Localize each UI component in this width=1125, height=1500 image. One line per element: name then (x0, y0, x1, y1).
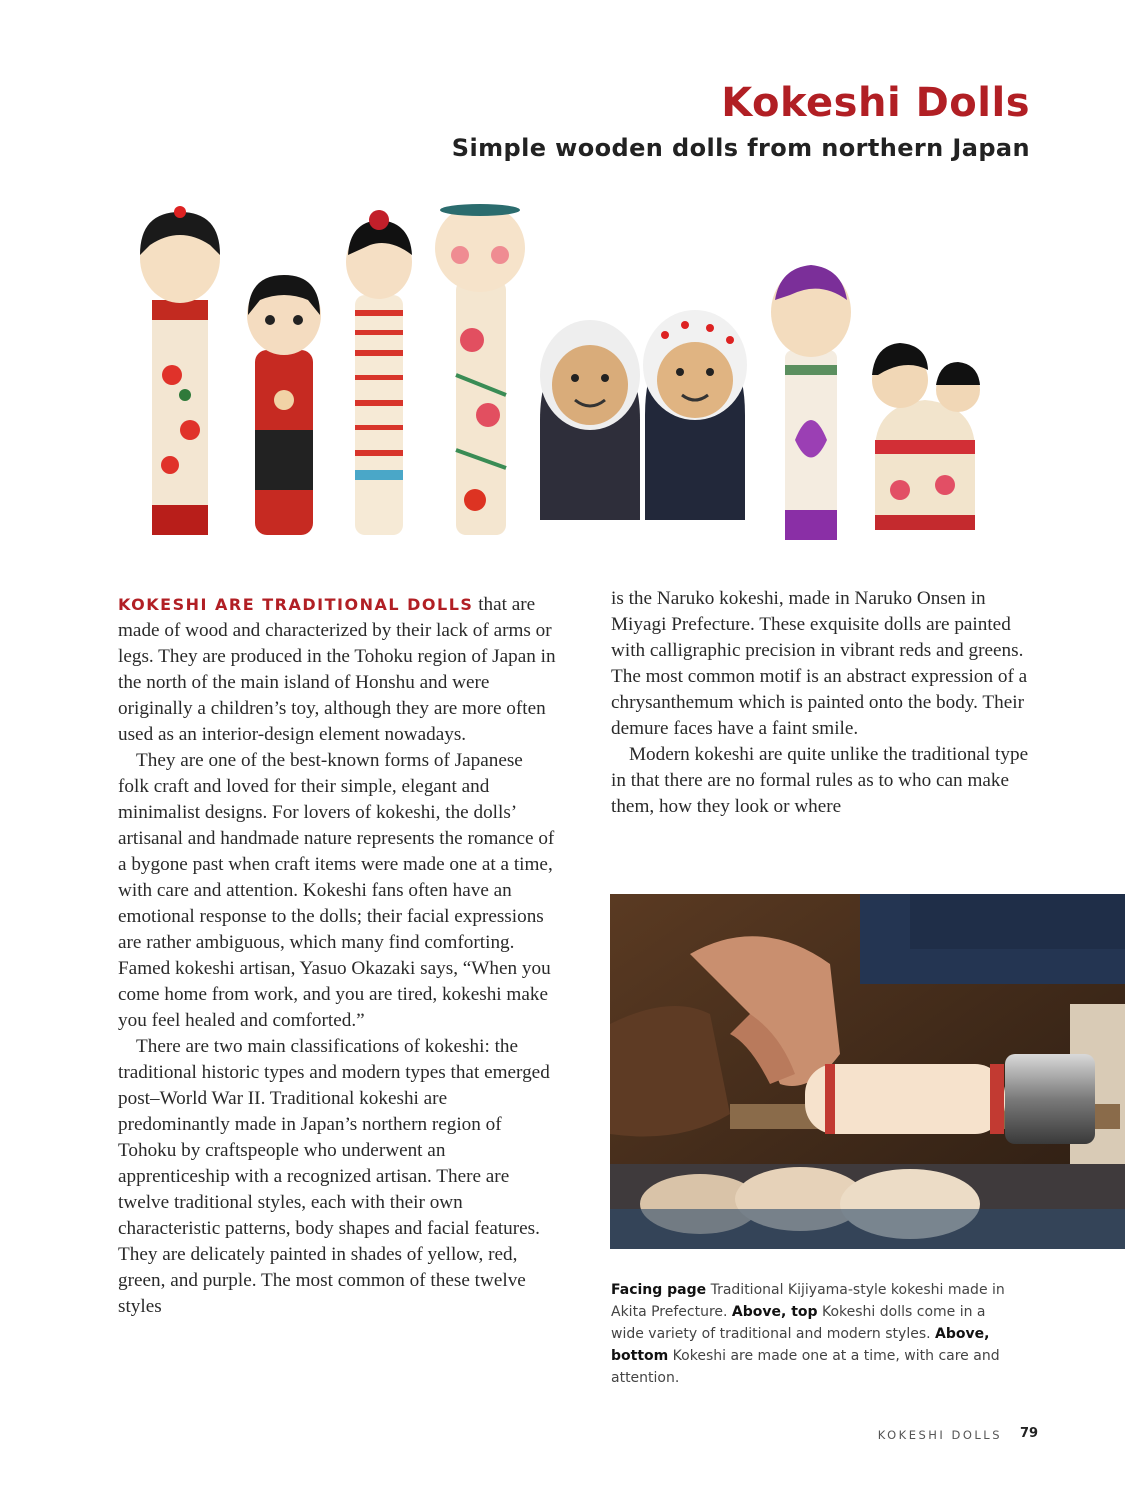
doll-2 (247, 275, 321, 535)
doll-6 (643, 310, 747, 520)
doll-1 (140, 206, 220, 535)
kokeshi-dolls-photo (130, 200, 1000, 560)
page-number: 79 (1020, 1426, 1039, 1441)
page-subtitle: Simple wooden dolls from northern Japan (451, 134, 1030, 162)
page-title: Kokeshi Dolls (721, 80, 1030, 126)
caption-text-1: Traditional Kijiyama-style kokeshi made in Akita Prefecture. (611, 1282, 1005, 1320)
doll-5 (540, 320, 640, 520)
right-text-column (611, 586, 1041, 820)
running-footer: KOKESHI DOLLS (877, 1428, 1002, 1442)
paragraph-1-text: that are made of wood and characterized by their lack of arms or legs. They are produced in the Tohoku region of Japan in the north of the main island of Honshu and were originally a children’s toy, although they are more often used as an interior-design element nowadays. (118, 594, 556, 745)
doll-8 (872, 343, 980, 530)
doll-3 (346, 210, 412, 535)
doll-4 (435, 204, 525, 535)
photo-caption (611, 1279, 1021, 1389)
artisan-lathe-photo (610, 894, 1125, 1249)
caption-text-2: Kokeshi dolls come in a wide variety of traditional and modern styles. (611, 1304, 986, 1342)
run-in-heading: KOKESHI ARE TRADITIONAL DOLLS (118, 595, 474, 614)
caption-label-above-bottom: Above, bottom (611, 1326, 990, 1364)
doll-7 (771, 265, 851, 540)
paragraph-1 (118, 592, 558, 748)
paragraph-2: They are one of the best-known forms of Japanese folk craft and loved for their simple, elegant and minimalist designs. For lovers of kokeshi, the dolls’ artisanal and handmade nature represents the romance of a bygone past when craft items were made one at a time, with care and attention. Kokeshi fans often have an emotional response to the dolls; their facial expressions are rather ambiguous, which many find comforting. Famed kokeshi artisan, Yasuo Okazaki says, “When you come home from work, and you are tired, kokeshi make you feel healed and comforted.” (118, 750, 555, 1031)
paragraph-3: There are two main classifications of kokeshi: the traditional historic types and modern types that emerged post–World War II. Traditional kokeshi are predominantly made in Japan’s northern region of Tohoku by craftspeople who underwent an apprenticeship with a recognized artisan. There are twelve traditional styles, each with their own characteristic patterns, body shapes and facial features. They are delicately painted in shades of yellow, red, green, and purple. The most common of these twelve styles (118, 1036, 550, 1317)
left-text-column (118, 592, 558, 1320)
caption-text-3: Kokeshi are made one at a time, with care and attention. (611, 1348, 1000, 1386)
paragraph-4: is the Naruko kokeshi, made in Naruko Onsen in Miyagi Prefecture. These exquisite dolls are painted with calligraphic precision in vibrant reds and greens. The most common motif is an abstract expression of a chrysanthemum which is painted onto the body. Their demure faces have a faint smile. (611, 588, 1028, 739)
caption-label-facing-page: Facing page (611, 1282, 707, 1298)
paragraph-5: Modern kokeshi are quite unlike the traditional type in that there are no formal rules as to who can make them, how they look or where (611, 744, 1029, 817)
caption-label-above-top: Above, top (731, 1304, 818, 1320)
